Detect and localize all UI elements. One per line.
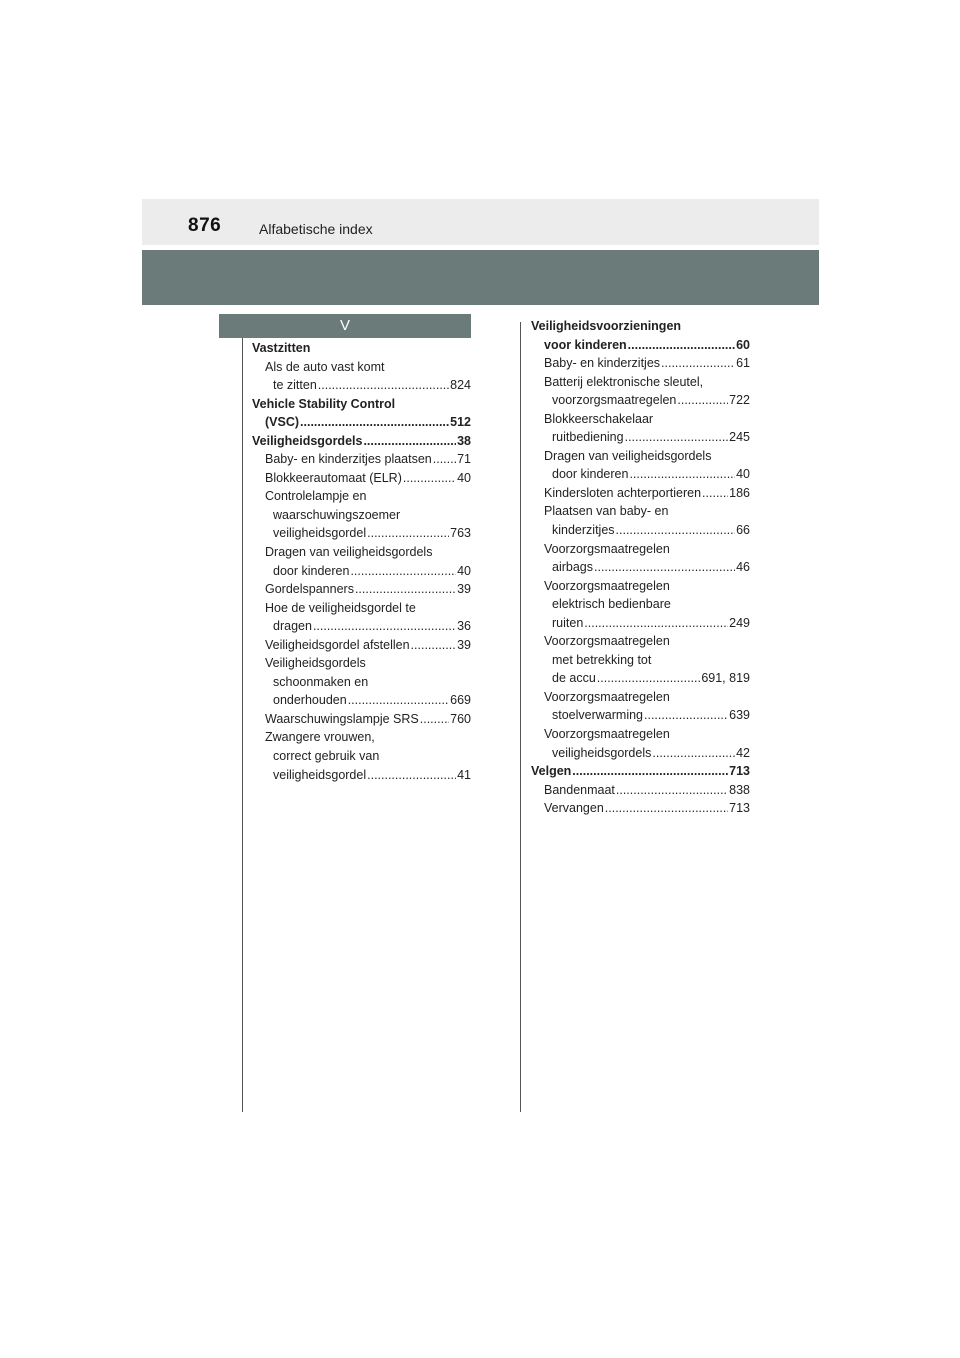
entry-text: Vastzitten [252,341,311,355]
entry-text: voorzorgsmaatregelen [552,393,677,408]
page-reference: 61 [736,356,750,371]
index-entry [252,432,471,451]
dot-leader [420,710,449,729]
index-subentry [531,577,750,596]
entry-text: ruiten [552,615,584,630]
index-subentry [252,766,471,785]
page-reference: 713 [729,764,750,779]
entry-text: Blokkeerschakelaar [544,411,654,426]
page-reference: 639 [729,708,750,723]
dot-leader [661,354,735,373]
page-reference: 722 [729,393,750,408]
index-subentry [252,450,471,469]
dot-leader [644,706,728,725]
entry-text: veiligheidsgordel [273,767,367,782]
dot-leader [597,669,701,688]
entry-text: Kindersloten achterportieren [544,485,702,500]
column-divider-left [242,338,243,1112]
entry-text: door kinderen [552,467,629,482]
page-reference: 60 [736,337,750,352]
page-reference: 40 [457,563,471,578]
page-reference: 245 [729,430,750,445]
column-divider-right [520,322,521,1112]
entry-text: veiligheidsgordel [273,526,367,541]
entry-text: Voorzorgsmaatregelen [544,541,670,556]
index-subentry [252,617,471,636]
index-subentry [252,562,471,581]
page-number: 876 [188,215,222,236]
dot-leader [403,469,456,488]
index-subentry [531,706,750,725]
page-reference: 46 [736,560,750,575]
index-subentry [531,614,750,633]
index-subentry [252,710,471,729]
page-reference: 824 [450,378,471,393]
page-reference: 691, 819 [701,671,750,686]
entry-text: Voorzorgsmaatregelen [544,689,670,704]
index-subentry [531,521,750,540]
index-subentry [531,447,750,466]
index-subentry [531,465,750,484]
header-band [142,250,819,305]
index-subentry [531,540,750,559]
index-subentry [252,413,471,432]
page-reference: 36 [457,619,471,634]
index-entry [252,395,471,414]
entry-text: Velgen [531,764,572,779]
index-subentry [531,410,750,429]
index-subentry [531,558,750,577]
entry-text: Blokkeerautomaat (ELR) [265,470,402,485]
entry-text: correct gebruik van [273,749,380,764]
entry-text: voor kinderen [544,337,627,352]
index-subentry [252,673,471,692]
entry-text: Baby- en kinderzitjes [544,356,661,371]
entry-text: kinderzitjes [552,523,615,538]
dot-leader [702,484,728,503]
index-subentry [531,391,750,410]
entry-text: dragen [273,619,312,634]
section-title: Alfabetische index [259,221,373,237]
index-subentry [252,654,471,673]
entry-text: Bandenmaat [544,782,615,797]
entry-text: Als de auto vast komt [265,359,385,374]
dot-leader [572,762,728,781]
dot-leader [677,391,728,410]
index-subentry [252,599,471,618]
entry-text: Dragen van veiligheidsgordels [265,545,433,560]
entry-text: Batterij elektronische sleutel, [544,374,704,389]
dot-leader [300,413,449,432]
page-reference: 512 [450,415,471,430]
page-reference: 186 [729,485,750,500]
index-subentry [252,358,471,377]
dot-leader [355,580,456,599]
header-bar [142,199,819,245]
index-subentry [531,669,750,688]
index-subentry [252,691,471,710]
dot-leader [629,465,735,484]
dot-leader [348,691,449,710]
letter-heading: V [219,314,471,338]
index-subentry [531,632,750,651]
dot-leader [605,799,728,818]
index-column-left [252,339,471,784]
entry-text: Veiligheidsgordels [252,433,363,448]
index-subentry [252,747,471,766]
page-reference: 669 [450,693,471,708]
index-subentry [252,636,471,655]
page-reference: 760 [450,711,471,726]
entry-text: ruitbediening [552,430,624,445]
index-subentry [531,336,750,355]
entry-text: Dragen van veiligheidsgordels [544,448,712,463]
entry-text: airbags [552,560,593,575]
entry-text: (VSC) [265,415,300,430]
entry-text: Gordelspanners [265,582,354,597]
dot-leader [367,766,456,785]
index-entry [252,339,471,358]
index-subentry [531,725,750,744]
dot-leader [584,614,728,633]
entry-text: Controlelampje en [265,489,367,504]
entry-text: met betrekking tot [552,652,652,667]
index-subentry [252,580,471,599]
index-entry [531,762,750,781]
dot-leader [652,744,735,763]
dot-leader [350,562,456,581]
entry-text: Hoe de veiligheidsgordel te [265,600,416,615]
page-reference: 39 [457,637,471,652]
entry-text: te zitten [273,378,317,393]
entry-text: Vervangen [544,801,604,816]
entry-text: onderhouden [273,693,347,708]
index-subentry [252,376,471,395]
entry-text: Voorzorgsmaatregelen [544,578,670,593]
entry-text: Zwangere vrouwen, [265,730,375,745]
entry-text: Plaatsen van baby- en [544,504,669,519]
entry-text: Veiligheidsgordel afstellen [265,637,410,652]
index-column-right [531,317,750,818]
index-subentry [252,469,471,488]
entry-text: Waarschuwingslampje SRS [265,711,419,726]
dot-leader [628,336,735,355]
page-reference: 763 [450,526,471,541]
entry-text: veiligheidsgordels [552,745,652,760]
entry-text: elektrisch bedienbare [552,597,671,612]
index-subentry [252,728,471,747]
index-subentry [531,799,750,818]
dot-leader [616,781,728,800]
index-subentry [252,506,471,525]
page-reference: 41 [457,767,471,782]
index-subentry [531,744,750,763]
dot-leader [367,524,449,543]
page-reference: 71 [457,452,471,467]
entry-text: Voorzorgsmaatregelen [544,634,670,649]
index-subentry [531,781,750,800]
dot-leader [313,617,456,636]
entry-text: Voorzorgsmaatregelen [544,727,670,742]
index-subentry [531,502,750,521]
page-reference: 249 [729,615,750,630]
entry-text: de accu [552,671,596,686]
page-reference: 40 [457,470,471,485]
index-subentry [252,487,471,506]
index-subentry [531,484,750,503]
index-subentry [531,428,750,447]
dot-leader [433,450,456,469]
dot-leader [318,376,449,395]
index-entry [531,317,750,336]
index-subentry [531,651,750,670]
index-subentry [252,524,471,543]
index-subentry [531,354,750,373]
index-subentry [531,688,750,707]
page-reference: 38 [457,433,471,448]
entry-text: door kinderen [273,563,350,578]
page-reference: 713 [729,801,750,816]
dot-leader [616,521,736,540]
dot-leader [625,428,729,447]
entry-text: Veiligheidsvoorzieningen [531,319,682,333]
page-reference: 40 [736,467,750,482]
page-reference: 42 [736,745,750,760]
entry-text: Veiligheidsgordels [265,656,366,671]
entry-text: schoonmaken en [273,674,369,689]
entry-text: Baby- en kinderzitjes plaatsen [265,452,432,467]
index-subentry [531,595,750,614]
entry-text: stoelverwarming [552,708,644,723]
page-reference: 66 [736,523,750,538]
entry-text: Vehicle Stability Control [252,396,396,411]
index-subentry [531,373,750,392]
page-reference: 39 [457,582,471,597]
page-reference: 838 [729,782,750,797]
dot-leader [411,636,457,655]
dot-leader [594,558,735,577]
dot-leader [363,432,456,451]
index-subentry [252,543,471,562]
entry-text: waarschuwingszoemer [273,507,401,522]
